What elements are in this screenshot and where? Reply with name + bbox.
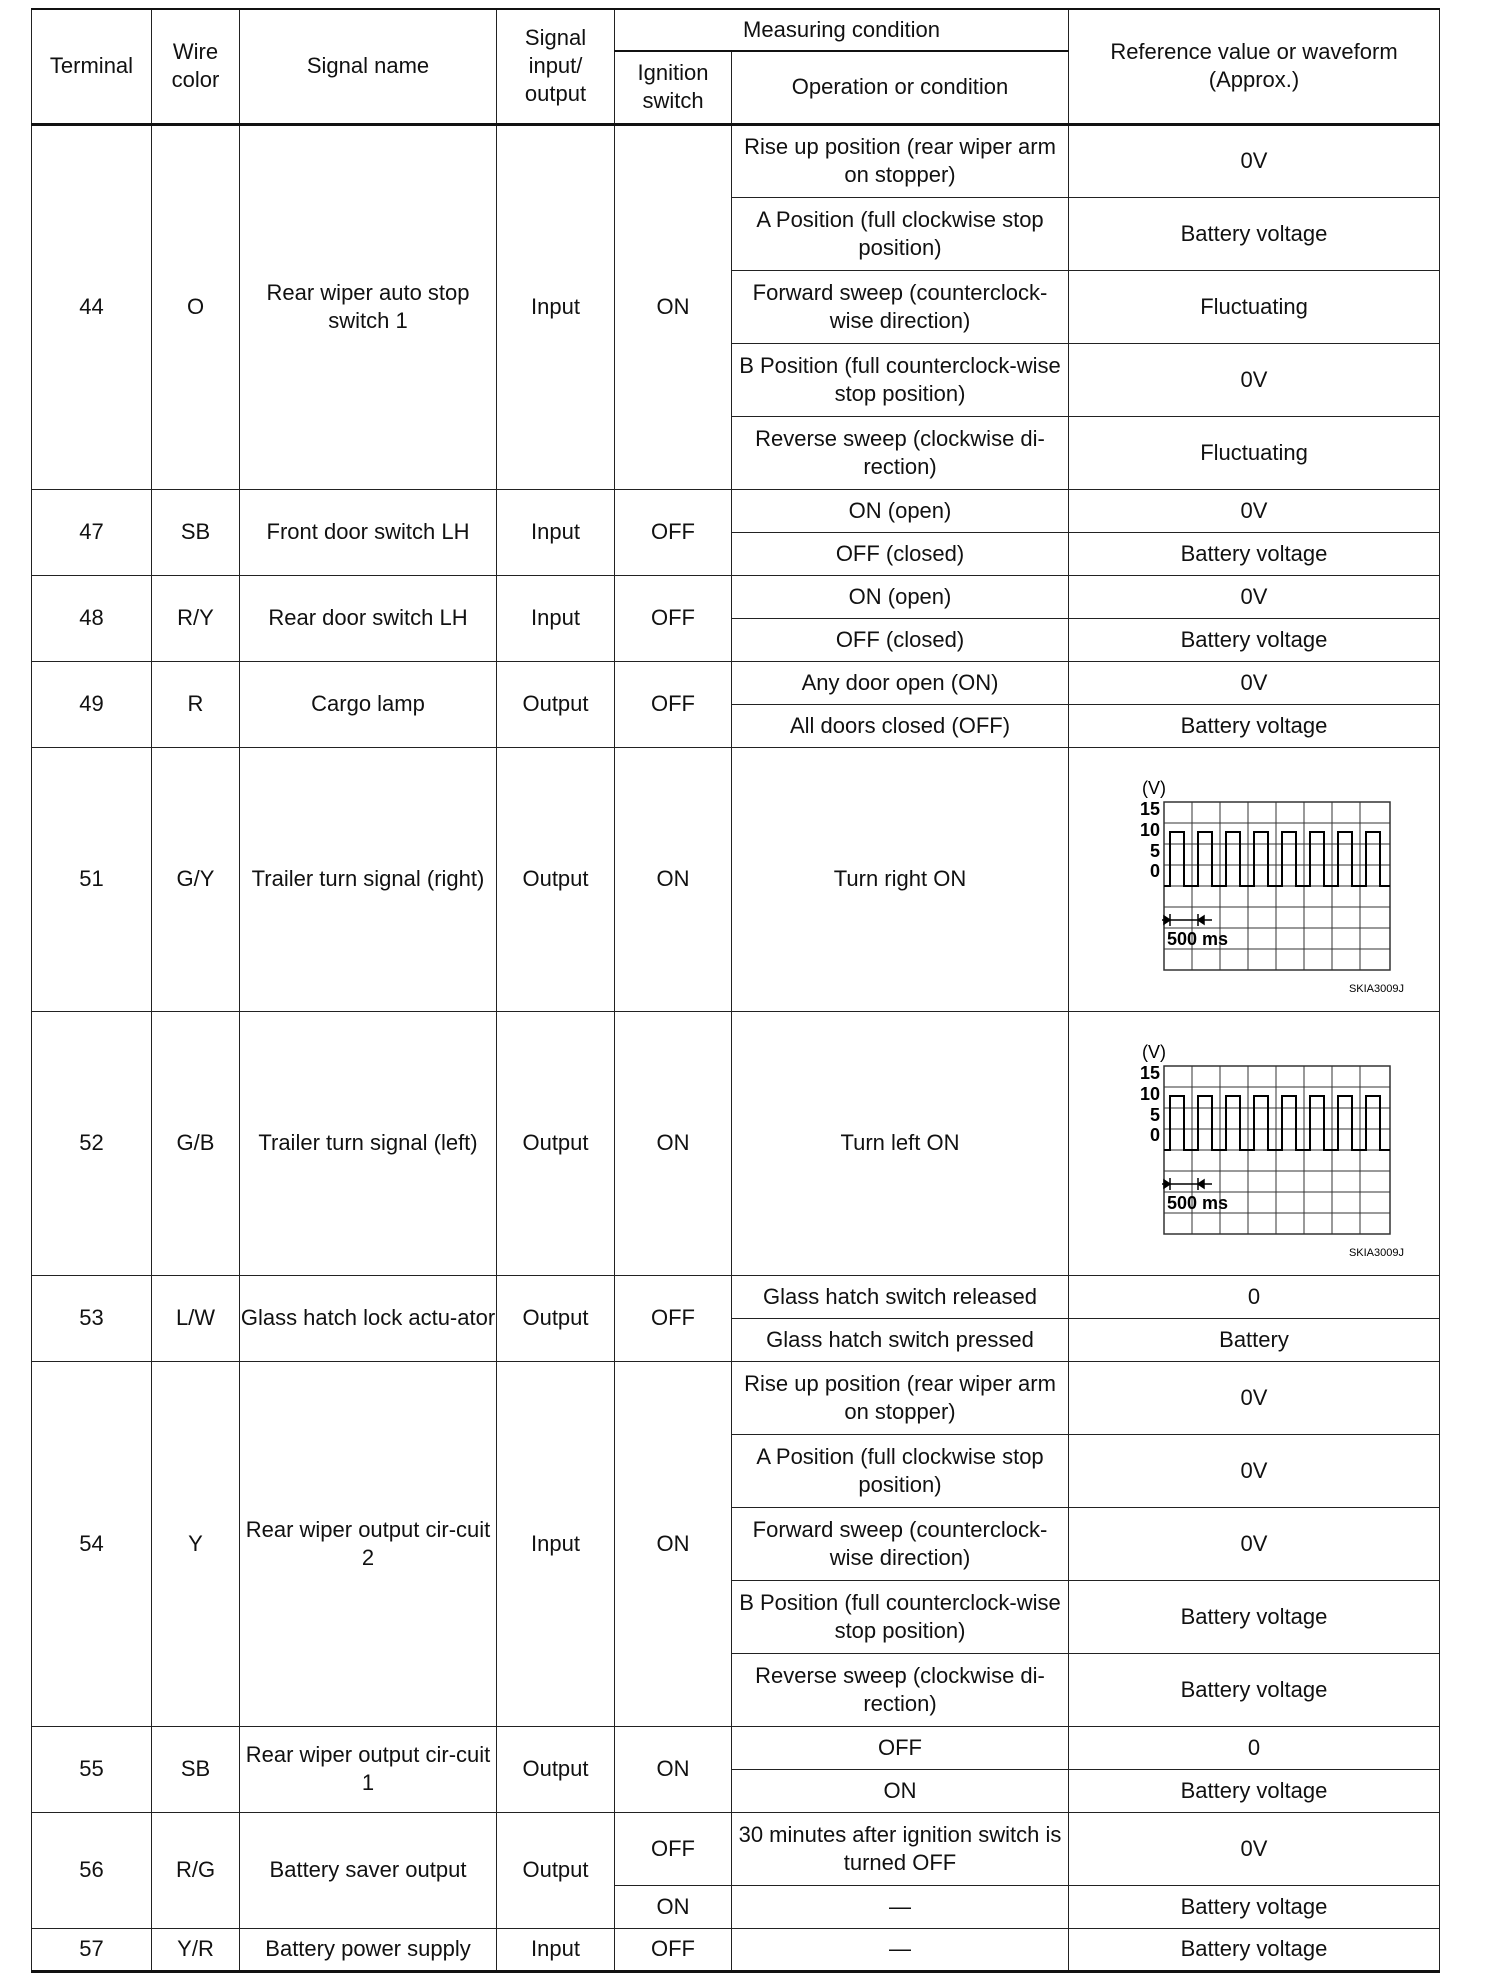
- waveform-trace: [1164, 832, 1390, 886]
- signal-io-cell: Output: [497, 1726, 615, 1812]
- header-wire-color: Wire color: [152, 9, 240, 124]
- reference-cell: 0V: [1069, 124, 1440, 197]
- ignition-cell: OFF: [615, 1275, 732, 1361]
- signal-name-cell: Glass hatch lock actu-ator: [240, 1275, 497, 1361]
- reference-cell: Battery voltage: [1069, 1653, 1440, 1726]
- operation-cell: Glass hatch switch released: [732, 1275, 1069, 1318]
- terminal-cell: 48: [32, 575, 152, 661]
- operation-cell: All doors closed (OFF): [732, 704, 1069, 747]
- ignition-cell: ON: [615, 124, 732, 489]
- header-ignition-switch: Ignition switch: [615, 51, 732, 124]
- waveform-ytick: 5: [1149, 841, 1160, 861]
- terminal-cell: 52: [32, 1011, 152, 1275]
- signal-io-cell: Output: [497, 661, 615, 747]
- table-row: [32, 1726, 1440, 1769]
- signal-name-cell: Rear wiper auto stop switch 1: [240, 124, 497, 489]
- operation-cell: Reverse sweep (clockwise di-rection): [732, 416, 1069, 489]
- reference-cell: 0V: [1069, 1507, 1440, 1580]
- table-row: [32, 1275, 1440, 1318]
- header-operation: Operation or condition: [732, 51, 1069, 124]
- signal-name-cell: Rear door switch LH: [240, 575, 497, 661]
- signal-io-cell: Output: [497, 1812, 615, 1928]
- table-row: [32, 1812, 1440, 1885]
- reference-cell: Battery voltage: [1069, 618, 1440, 661]
- ignition-cell: OFF: [615, 489, 732, 575]
- waveform-ytick: 10: [1139, 820, 1160, 840]
- operation-cell: 30 minutes after ignition switch is turned OFF: [732, 1812, 1069, 1885]
- operation-cell: Forward sweep (counterclock-wise direction): [732, 270, 1069, 343]
- wire-color-cell: R: [152, 661, 240, 747]
- ignition-cell: OFF: [615, 1928, 732, 1971]
- operation-cell: Any door open (ON): [732, 661, 1069, 704]
- wire-color-cell: SB: [152, 489, 240, 575]
- signal-name-cell: Cargo lamp: [240, 661, 497, 747]
- signal-io-cell: Output: [497, 747, 615, 1011]
- table-row: [32, 124, 1440, 197]
- operation-cell: Glass hatch switch pressed: [732, 1318, 1069, 1361]
- signal-name-cell: Trailer turn signal (right): [240, 747, 497, 1011]
- terminal-cell: 49: [32, 661, 152, 747]
- ignition-cell: ON: [615, 1011, 732, 1275]
- operation-cell: Rise up position (rear wiper arm on stopper): [732, 124, 1069, 197]
- terminal-cell: 57: [32, 1928, 152, 1971]
- signal-name-cell: Front door switch LH: [240, 489, 497, 575]
- ignition-cell: ON: [615, 1361, 732, 1726]
- wire-color-cell: G/Y: [152, 747, 240, 1011]
- terminal-cell: 51: [32, 747, 152, 1011]
- reference-cell: 0V: [1069, 343, 1440, 416]
- reference-cell: Fluctuating: [1069, 270, 1440, 343]
- table-row: [32, 1361, 1440, 1434]
- reference-cell: Battery voltage: [1069, 532, 1440, 575]
- signal-io-cell: Input: [497, 1361, 615, 1726]
- ignition-cell: ON: [615, 747, 732, 1011]
- operation-cell: Turn right ON: [732, 747, 1069, 1011]
- terminal-cell: 54: [32, 1361, 152, 1726]
- terminal-reference-table: [31, 8, 1440, 1973]
- operation-cell: A Position (full clockwise stop position): [732, 1434, 1069, 1507]
- wire-color-cell: Y: [152, 1361, 240, 1726]
- ignition-cell: OFF: [615, 575, 732, 661]
- operation-cell: OFF: [732, 1726, 1069, 1769]
- operation-cell: —: [732, 1928, 1069, 1971]
- time-scale-arrow: [1162, 1178, 1212, 1190]
- reference-cell: Battery voltage: [1069, 197, 1440, 270]
- waveform-ytick: 0: [1149, 861, 1160, 881]
- operation-cell: Turn left ON: [732, 1011, 1069, 1275]
- operation-cell: ON: [732, 1769, 1069, 1812]
- signal-name-cell: Trailer turn signal (left): [240, 1011, 497, 1275]
- terminal-cell: 53: [32, 1275, 152, 1361]
- operation-cell: ON (open): [732, 489, 1069, 532]
- operation-cell: A Position (full clockwise stop position): [732, 197, 1069, 270]
- terminal-cell: 55: [32, 1726, 152, 1812]
- wire-color-cell: O: [152, 124, 240, 489]
- signal-io-cell: Input: [497, 124, 615, 489]
- operation-cell: ON (open): [732, 575, 1069, 618]
- waveform-ytick: 10: [1139, 1084, 1160, 1104]
- waveform-unit: (V): [1142, 778, 1166, 798]
- waveform-ytick: 5: [1149, 1105, 1160, 1125]
- reference-cell: 0V: [1069, 489, 1440, 532]
- waveform-cell: [1069, 1011, 1440, 1275]
- terminal-cell: 47: [32, 489, 152, 575]
- operation-cell: OFF (closed): [732, 532, 1069, 575]
- reference-cell: Battery: [1069, 1318, 1440, 1361]
- operation-cell: Forward sweep (counterclock-wise direction): [732, 1507, 1069, 1580]
- terminal-cell: 44: [32, 124, 152, 489]
- reference-cell: Battery voltage: [1069, 1769, 1440, 1812]
- operation-cell: Reverse sweep (clockwise di-rection): [732, 1653, 1069, 1726]
- ignition-cell: ON: [615, 1726, 732, 1812]
- ignition-cell: ON: [615, 1885, 732, 1928]
- terminal-cell: 56: [32, 1812, 152, 1928]
- waveform-unit: (V): [1142, 1042, 1166, 1062]
- reference-cell: 0V: [1069, 1361, 1440, 1434]
- wire-color-cell: G/B: [152, 1011, 240, 1275]
- operation-cell: —: [732, 1885, 1069, 1928]
- signal-name-cell: Battery power supply: [240, 1928, 497, 1971]
- reference-cell: Battery voltage: [1069, 704, 1440, 747]
- table-row: [32, 489, 1440, 532]
- signal-io-cell: Input: [497, 1928, 615, 1971]
- reference-cell: 0V: [1069, 575, 1440, 618]
- wire-color-cell: R/G: [152, 1812, 240, 1928]
- table-row: [32, 1928, 1440, 1971]
- waveform-ytick: 15: [1139, 799, 1160, 819]
- header-reference: Reference value or waveform (Approx.): [1069, 9, 1440, 124]
- signal-io-cell: Output: [497, 1275, 615, 1361]
- waveform-cell: [1069, 747, 1440, 1011]
- signal-name-cell: Battery saver output: [240, 1812, 497, 1928]
- operation-cell: OFF (closed): [732, 618, 1069, 661]
- reference-cell: Battery voltage: [1069, 1580, 1440, 1653]
- header-signal-name: Signal name: [240, 9, 497, 124]
- operation-cell: B Position (full counterclock-wise stop position): [732, 1580, 1069, 1653]
- reference-cell: Battery voltage: [1069, 1885, 1440, 1928]
- waveform-time-label: 500 ms: [1167, 929, 1229, 949]
- signal-name-cell: Rear wiper output cir-cuit 2: [240, 1361, 497, 1726]
- time-scale-arrow: [1162, 914, 1212, 926]
- operation-cell: B Position (full counterclock-wise stop position): [732, 343, 1069, 416]
- waveform-graph: [1104, 1028, 1404, 1258]
- signal-name-cell: Rear wiper output cir-cuit 1: [240, 1726, 497, 1812]
- reference-cell: Battery voltage: [1069, 1928, 1440, 1971]
- waveform-graph: [1104, 764, 1404, 994]
- waveform-ytick: 0: [1149, 1125, 1160, 1145]
- reference-cell: 0V: [1069, 1434, 1440, 1507]
- ignition-cell: OFF: [615, 1812, 732, 1885]
- wire-color-cell: Y/R: [152, 1928, 240, 1971]
- reference-cell: Fluctuating: [1069, 416, 1440, 489]
- table-row: [32, 575, 1440, 618]
- signal-io-cell: Input: [497, 489, 615, 575]
- table-row: [32, 661, 1440, 704]
- signal-io-cell: Input: [497, 575, 615, 661]
- header-measuring-condition: Measuring condition: [615, 9, 1069, 51]
- ignition-cell: OFF: [615, 661, 732, 747]
- header-signal-io: Signal input/ output: [497, 9, 615, 124]
- wire-color-cell: SB: [152, 1726, 240, 1812]
- table-row: [32, 747, 1440, 1011]
- reference-cell: 0V: [1069, 661, 1440, 704]
- reference-cell: 0: [1069, 1275, 1440, 1318]
- signal-io-cell: Output: [497, 1011, 615, 1275]
- figure-code: SKIA3009J: [1348, 983, 1404, 994]
- wire-color-cell: R/Y: [152, 575, 240, 661]
- waveform-trace: [1164, 1096, 1390, 1150]
- header-terminal: Terminal: [32, 9, 152, 124]
- waveform-time-label: 500 ms: [1167, 1193, 1229, 1213]
- reference-cell: 0V: [1069, 1812, 1440, 1885]
- wire-color-cell: L/W: [152, 1275, 240, 1361]
- table-row: [32, 1011, 1440, 1275]
- waveform-ytick: 15: [1139, 1063, 1160, 1083]
- operation-cell: Rise up position (rear wiper arm on stopper): [732, 1361, 1069, 1434]
- figure-code: SKIA3009J: [1348, 1247, 1404, 1258]
- reference-cell: 0: [1069, 1726, 1440, 1769]
